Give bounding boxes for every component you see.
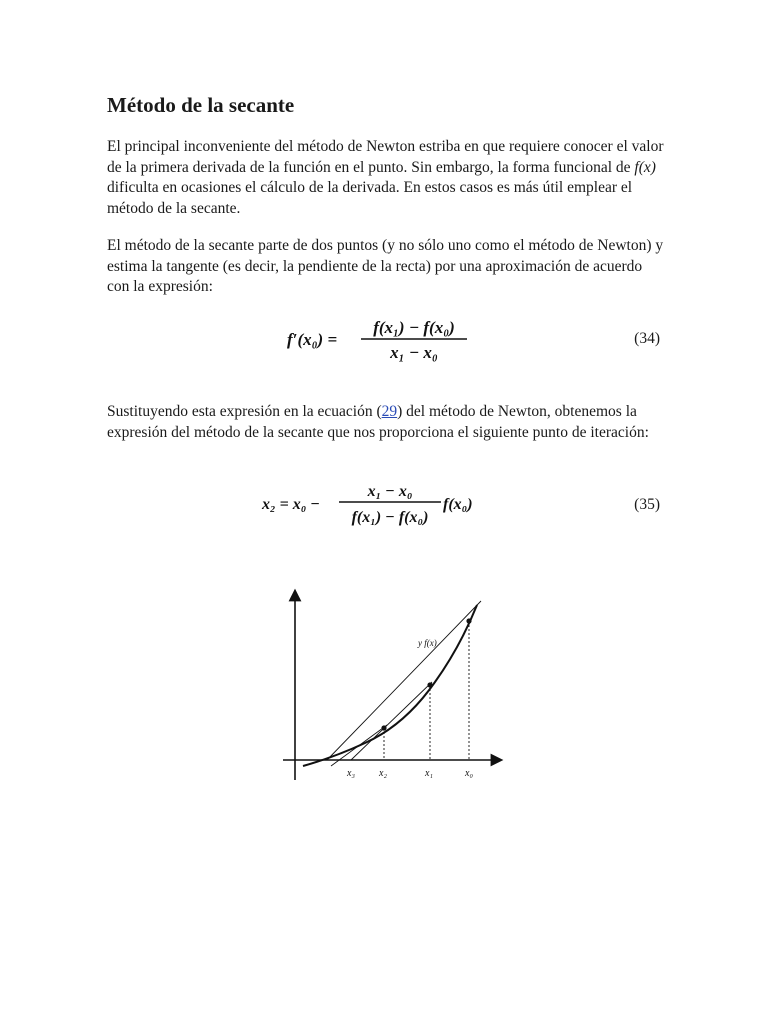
- equation-34-denominator: x₁ − x₀: [390, 343, 438, 362]
- paragraph-intro-text-a: El principal inconveniente del método de Newton estriba en que requiere conocer el valor de la primera derivada de la función en el punto. Sin embargo, la forma funcional de: [107, 138, 664, 176]
- paragraph-secant: El método de la secante parte de dos puntos (y no sólo uno como el método de Newton) y estima la tangente (es decir, la pendiente de la recta) por una aproximación de acuerdo con la expresión:: [107, 237, 664, 295]
- equation-34-lhs: f′(x₀) =: [287, 330, 338, 349]
- paragraph-substitution-text-b: ) del método de Newton, obtenemos la expresión del método de la secante que nos proporciona el siguiente punto de iteración:: [107, 403, 649, 441]
- paragraph-intro-text-b: dificulta en ocasiones el cálculo de la derivada. En estos casos es más útil emplear el método de la secante.: [107, 179, 633, 217]
- function-curve: [303, 605, 477, 766]
- secant-method-figure: [275, 585, 505, 790]
- secant-line-x0-x1: [327, 601, 481, 760]
- equation-35-denominator: f(x₁) − f(x₀): [351, 509, 429, 526]
- point-x0: [466, 618, 471, 623]
- equation-34-number: (34): [634, 330, 660, 347]
- equation-29-link[interactable]: 29: [381, 403, 398, 420]
- label-x0: x₀: [465, 768, 473, 779]
- equation-35-lhs: x₂ = x₀ −: [262, 496, 320, 513]
- paragraph-substitution: [107, 402, 667, 443]
- equation-34-formula: [107, 312, 660, 364]
- equation-35-numerator: x₁ − x₀: [367, 483, 413, 500]
- point-x2: [381, 725, 386, 730]
- paragraph-substitution-text-a: Sustituyendo esta expresión en la ecuación (: [107, 403, 382, 420]
- equation-35: [107, 478, 660, 530]
- function-fx-inline: f(x): [634, 158, 656, 176]
- label-x1: x₁: [425, 768, 433, 779]
- equation-34: [107, 312, 660, 364]
- point-x1: [427, 682, 432, 687]
- equation-35-tail: f(x₀): [443, 496, 473, 513]
- label-x3: x₃: [347, 768, 355, 779]
- secant-method-graph: [275, 585, 505, 790]
- equation-35-formula: [107, 478, 660, 530]
- curve-label: y f(x): [418, 638, 437, 648]
- paragraph-intro: [107, 137, 667, 219]
- label-x2: x₂: [379, 768, 387, 779]
- equation-34-numerator: f(x₁) − f(x₀): [373, 318, 455, 337]
- equation-35-number: (35): [634, 496, 660, 513]
- section-title: Método de la secante: [107, 93, 295, 117]
